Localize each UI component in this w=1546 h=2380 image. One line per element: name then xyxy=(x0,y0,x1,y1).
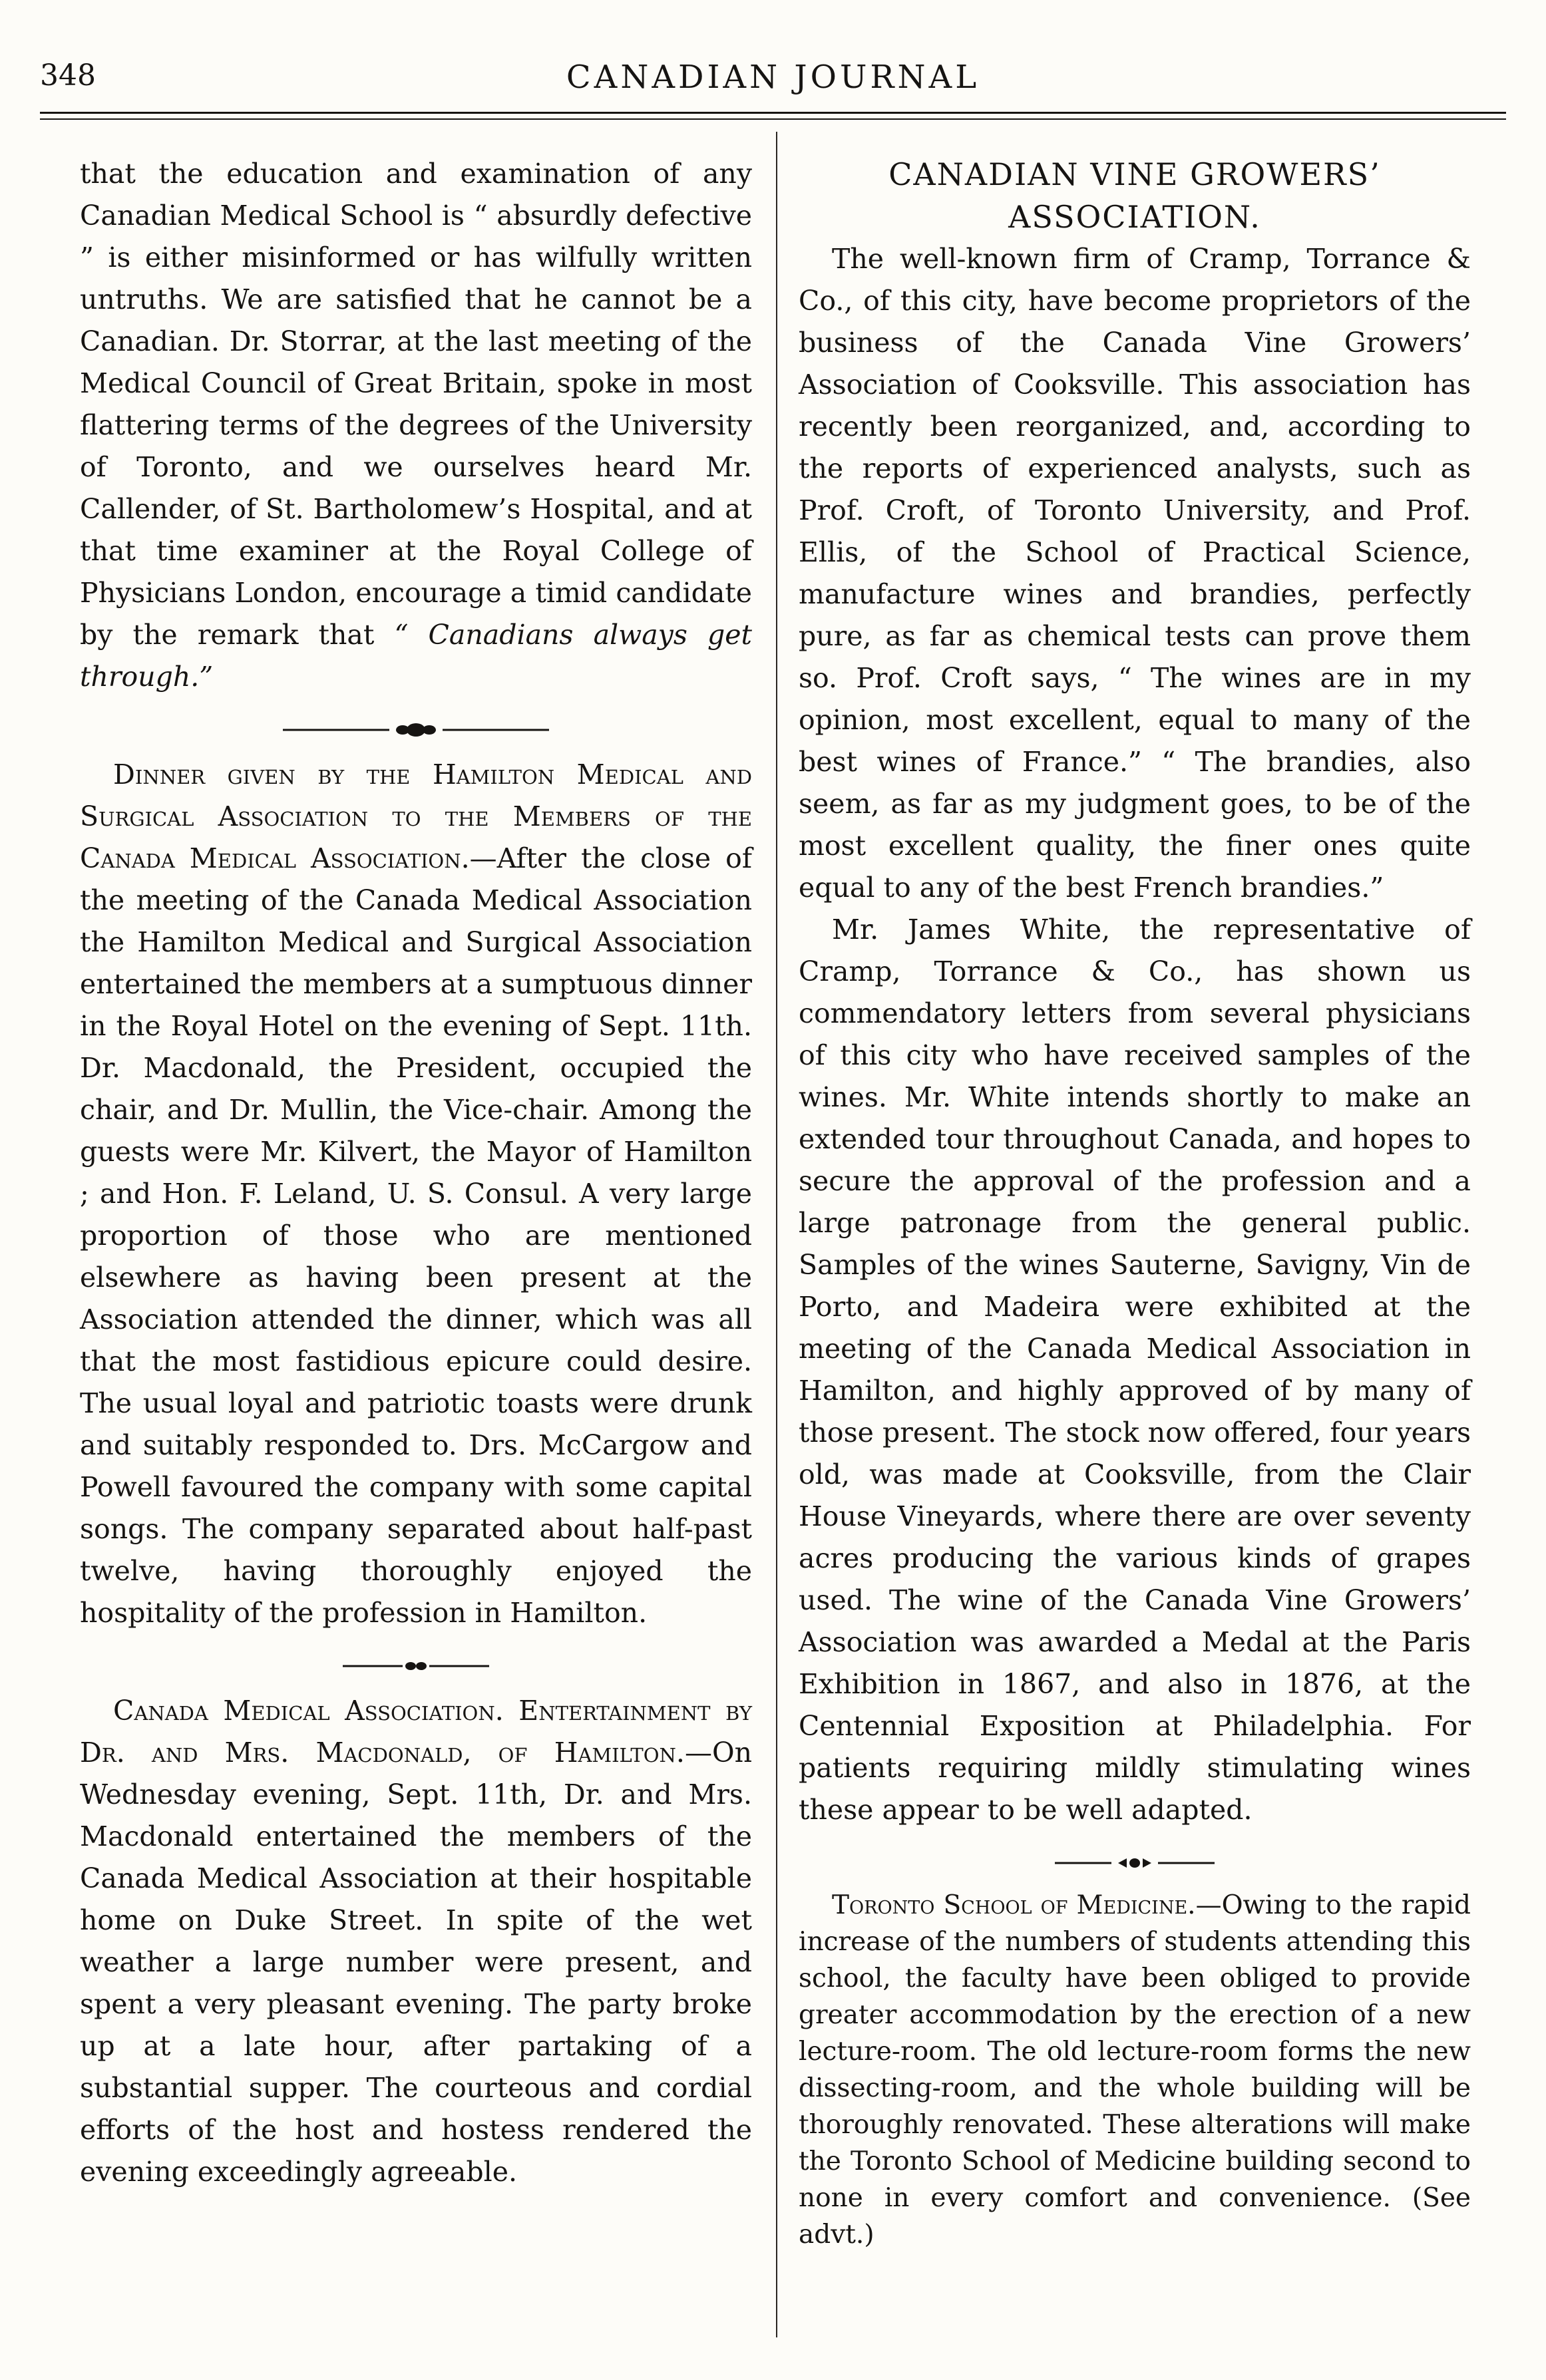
dinner-article xyxy=(80,754,752,1634)
ornament-small-icon xyxy=(336,1656,496,1676)
vine-growers-paragraph-2: Mr. James White, the representative of Cramp, Torrance & Co., has shown us commendatory letters from several physicians of this city who have received samples of the wines. Mr. White intends shortly to make an extended tour throughout Canada, and hopes to secure the approval of the profession and a large patronage from the general public. Samples of the wines Sauterne, Savigny, Vin de Porto, and Madeira were exhibited at the meeting of the Canada Medical Association in Hamilton, and highly approved of by many of those present. The stock now offered, four years old, was made at Cooksville, from the Clair House Vineyards, where there are over seventy acres producing the various kinds of grapes used. The wine of the Canada Vine Growers’ Association was awarded a Medal at the Paris Exhibition in 1867, and also in 1876, at the Centennial Exposition at Philadelphia. For patients requiring mildly stimulating wines these appear to be well adapted. xyxy=(799,914,1471,1826)
column-divider xyxy=(776,132,777,2337)
ornament-divider-right xyxy=(799,1843,1471,1870)
ornament-divider xyxy=(80,710,752,737)
running-head: CANADIAN JOURNAL xyxy=(566,59,980,96)
vine-growers-paragraph-1: The well-known firm of Cramp, Torrance & Co., of this city, have become proprietors of the business of the Canada Vine Growers’ Association of Cooksville. This association has recently been reorganized, and, according to the reports of experienced analysts, such as Prof. Croft, of Toronto University, and Prof. Ellis, of the School of Practical Science, manufacture wines and brandies, perfectly pure, as far as chemical tests can prove them so. Prof. Croft says, “ The wines are in my opinion, most excellent, equal to many of the best wines of France.” “ The brandies, also seem, as far as my judgment goes, to be of the most excellent quality, the finer ones quite equal to any of the best French brandies.” xyxy=(799,243,1471,904)
page-header xyxy=(40,59,1506,105)
dinner-body: —After the close of the meeting of the Canada Medical Association the Hamilton Medical and Surgical Association entertained the members at a sumptuous dinner in the Royal Hotel on the evening of Sept. 11th. Dr. Macdonald, the President, occupied the chair, and Dr. Mullin, the Vice-chair. Among the guests were Mr. Kilvert, the Mayor of Hamilton ; and Hon. F. Leland, U. S. Consul. A very large proportion of those who are mentioned elsewhere as having been present at the Association attended the dinner, which was all that the most fastidious epicure could desire. The usual loyal and patriotic toasts were drunk and suitably responded to. Drs. McCargow and Powell favoured the company with some capital songs. The company separated about half-past twelve, having thoroughly enjoyed the hospitality of the profession in Hamilton. xyxy=(80,842,752,1629)
entertainment-body: —On Wednesday evening, Sept. 11th, Dr. and Mrs. Macdonald entertained the members of the Canada Medical Association at their hospitable home on Duke Street. In spite of the wet weather a large number were present, and spent a very pleasant evening. The party broke up at a late hour, after partaking of a substantial supper. The courteous and cordial efforts of the host and hostess rendered the evening exceedingly agreeable. xyxy=(80,1737,752,2188)
quote-canadians: “ Canadians always get through.” xyxy=(80,619,752,693)
article-continuation-text: that the education and examination of any Canadian Medical School is “ absurdly defective ” is either misinformed or has wilfully written untruths. We are satisfied that he cannot be a Canadian. Dr. Storrar, at the last meeting of the Medical Council of Great Britain, spoke in most flattering terms of the degrees of the University of Toronto, and we ourselves heard Mr. Callender, of St. Bartholomew’s Hospital, and at that time examiner at the Royal College of Physicians London, encourage a timid candidate by the remark that xyxy=(80,158,752,651)
left-column xyxy=(80,153,752,2193)
ornament-right-icon xyxy=(1048,1853,1221,1873)
ornament-icon xyxy=(276,720,556,740)
ornament-divider-small xyxy=(80,1646,752,1673)
toronto-school-heading: Toronto School of Medicine. xyxy=(832,1890,1196,1920)
right-column xyxy=(799,153,1471,2253)
article-continuation xyxy=(80,153,752,698)
dinner-heading: Dinner given by the Hamilton Medical and Surgical Association to the Members of the Canada Medical Association. xyxy=(80,759,752,874)
page-number: 348 xyxy=(40,59,96,92)
header-rule-secondary xyxy=(40,118,1506,120)
entertainment-article xyxy=(80,1690,752,2193)
toronto-school-body: —Owing to the rapid increase of the numbers of students attending this school, the faculty have been obliged to provide greater accommodation by the erection of a new lecture-room. The old lecture-room forms the new dissecting-room, and the whole building will be thoroughly renovated. These alterations will make the Toronto School of Medicine building second to none in every comfort and convenience. (See advt.) xyxy=(799,1890,1471,2250)
entertainment-heading: Canada Medical Association. Entertainment by Dr. and Mrs. Macdonald, of Hamilton. xyxy=(80,1695,752,1769)
toronto-school-article xyxy=(799,1887,1471,2253)
vine-growers-title: CANADIAN VINE GROWERS’ ASSOCIATION. xyxy=(888,156,1381,235)
header-rule xyxy=(40,112,1506,114)
